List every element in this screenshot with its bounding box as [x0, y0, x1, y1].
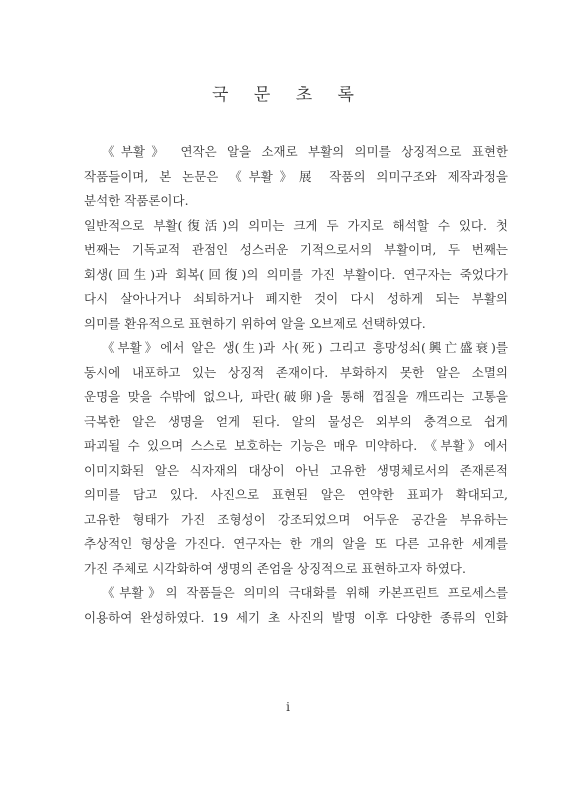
abstract-body — [84, 140, 508, 630]
text-line: 회생(回生)과 회복(回復)의 의미를 가진 부활이다. 연구자는 죽었다가 — [84, 266, 508, 282]
text-line: 의미를 담고 있다. 사진으로 표현된 알은 연약한 표피가 확대되고, — [84, 487, 508, 502]
text-line: 작품들이며, 본 논문은 《부활》展 작품의 의미구조와 제작과정을 — [84, 168, 508, 184]
text-line: 번째는 기독교적 관점인 성스러운 기적으로서의 부활이며, 두 번째는 — [84, 242, 508, 257]
paragraph-1 — [84, 140, 508, 214]
paragraph-3 — [84, 336, 508, 581]
text-line: 다시 살아나거나 쇠퇴하거나 폐지한 것이 다시 성하게 되는 부활의 — [84, 291, 508, 306]
text-line: 이용하여 완성하였다. 19 세기 초 사진의 발명 이후 다양한 종류의 인화 — [84, 609, 508, 625]
text-line: 일반적으로 부활(復活)의 의미는 크게 두 가지로 해석할 수 있다. 첫 — [84, 217, 508, 233]
text-line: 《부활》에서 알은 생(生)과 사(死) 그리고 흥망성쇠(興亡盛衰)를 — [102, 340, 508, 355]
text-line: 가진 주체로 시각화하여 생명의 존엄을 상징적으로 표현하고자 하였다. — [84, 560, 466, 576]
text-line: 동시에 내포하고 있는 상징적 존재이다. 부화하지 못한 알은 소멸의 — [84, 364, 508, 380]
page-number: i — [286, 700, 290, 714]
text-line: 《부활》의 작품들은 의미의 극대화를 위해 카본프린트 프로세스를 — [102, 585, 508, 600]
text-line: 분석한 작품론이다. — [84, 193, 189, 208]
text-line: 이미지화된 알은 식자재의 대상이 아닌 고유한 생명체로서의 존재론적 — [84, 462, 508, 478]
paragraph-2 — [84, 214, 508, 337]
text-line: 고유한 형태가 가진 조형성이 강조되었으며 어두운 공간을 부유하는 — [84, 511, 508, 527]
text-line: 운명을 맞을 수밖에 없으나, 파란(破卵)을 통해 껍질을 깨뜨리는 고통을 — [84, 389, 508, 404]
text-line: 극복한 알은 생명을 얻게 된다. 알의 물성은 외부의 충격으로 쉽게 — [84, 413, 508, 429]
text-line: 의미를 환유적으로 표현하기 위하여 알을 오브제로 선택하였다. — [84, 315, 426, 331]
page-title: 국 문 초 록 — [212, 85, 364, 105]
paragraph-4 — [84, 581, 508, 630]
text-line: 추상적인 형상을 가진다. 연구자는 한 개의 알을 또 다른 고유한 세계를 — [84, 536, 508, 551]
text-line: 파괴될 수 있으며 스스로 보호하는 기능은 매우 미약하다. 《부활》에서 — [84, 438, 508, 453]
text-line: 《부활》 연작은 알을 소재로 부활의 의미를 상징적으로 표현한 — [102, 144, 508, 159]
